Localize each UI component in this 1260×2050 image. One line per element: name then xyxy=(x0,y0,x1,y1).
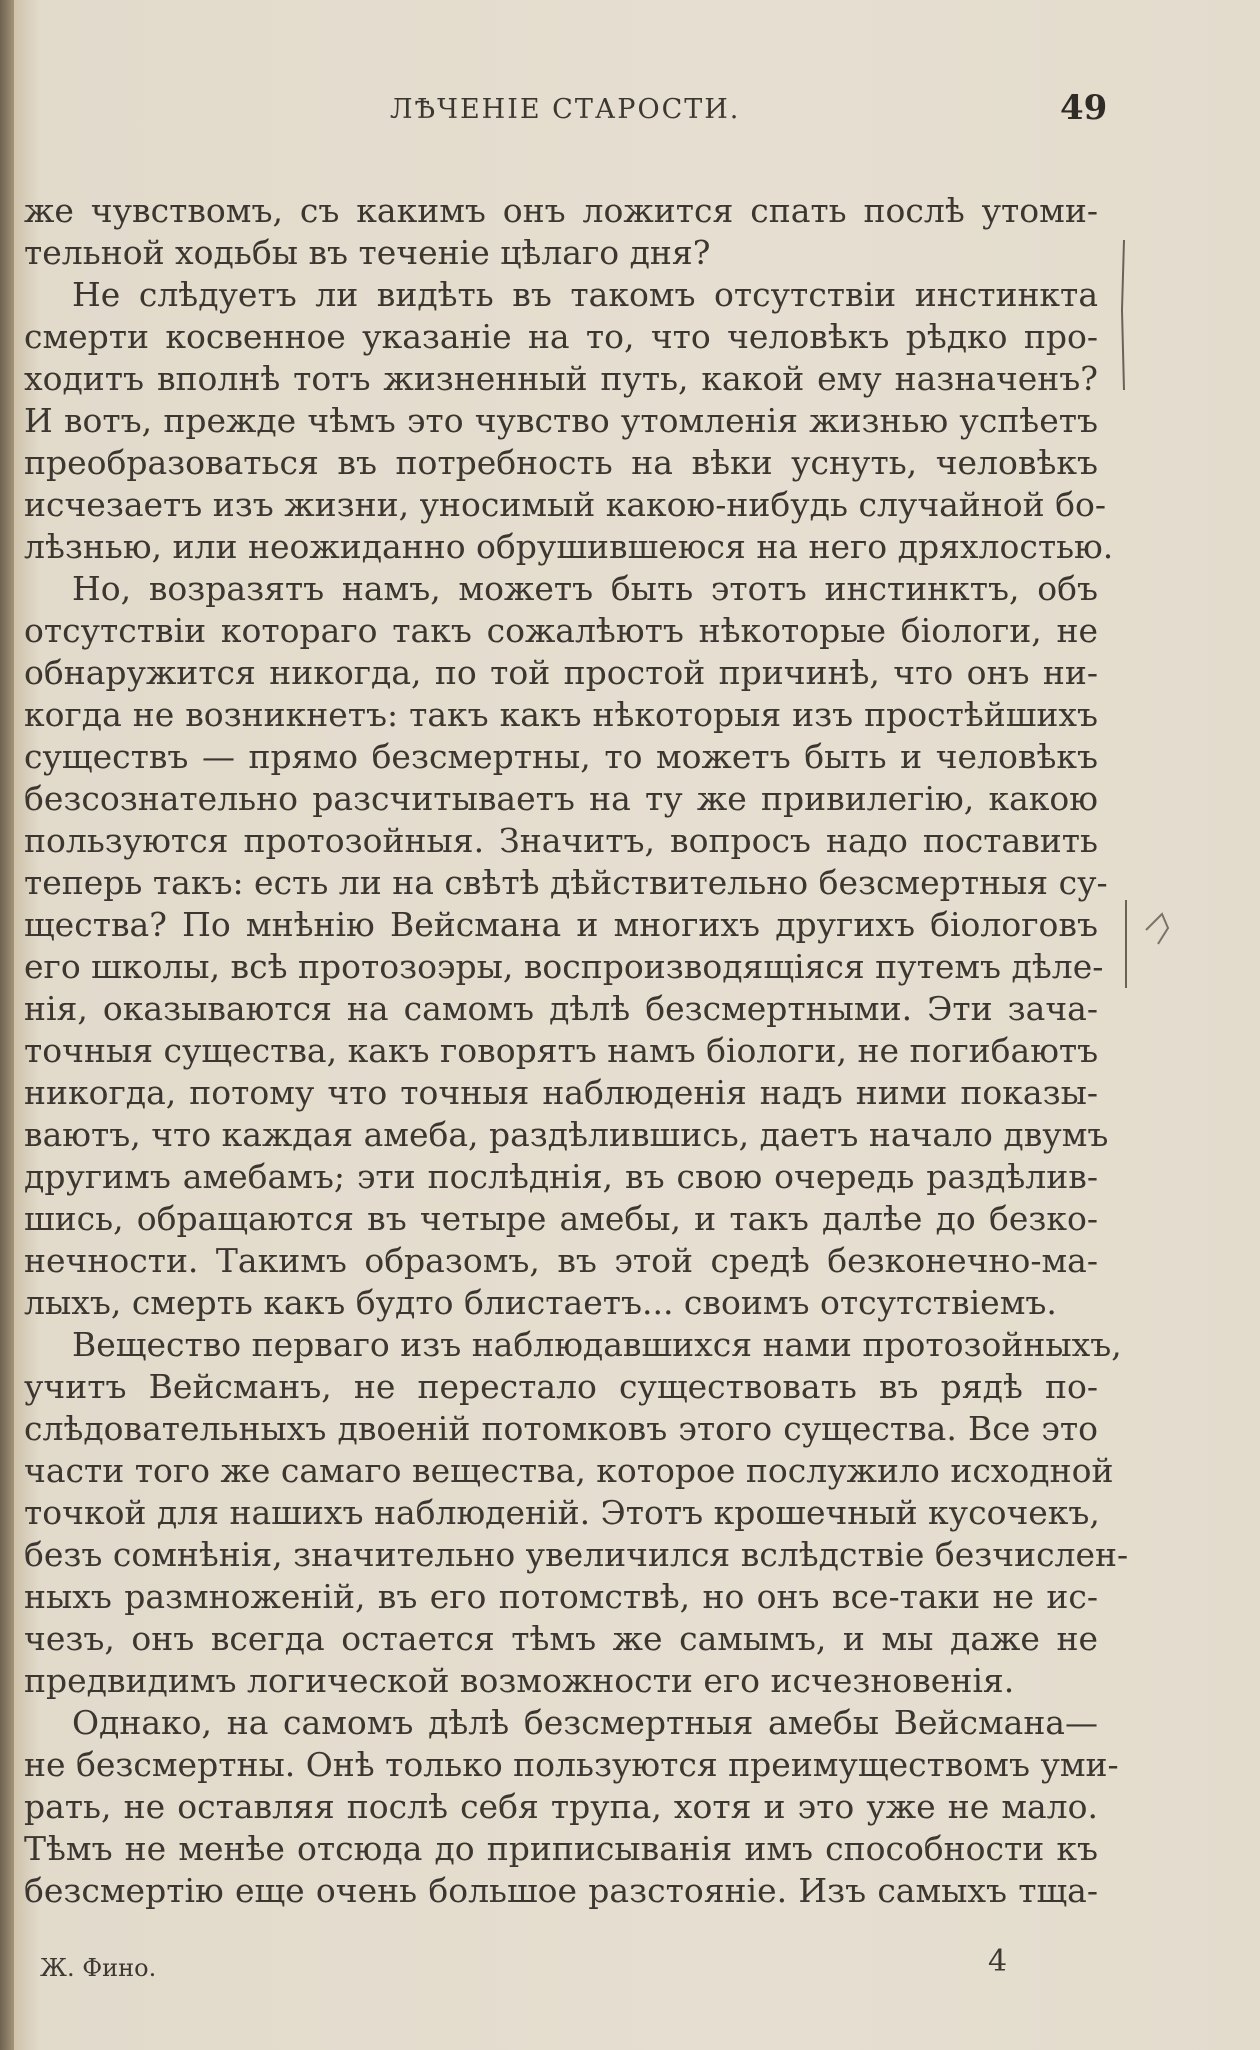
text-line: другимъ амебамъ; эти послѣднія, въ свою очередь раздѣлив- xyxy=(24,1157,1098,1196)
text-line: шись, обращаются въ четыре амебы, и такъ далѣе до безко- xyxy=(24,1199,1098,1238)
text-line: отсутствіи котораго такъ сожалѣютъ нѣкоторые біологи, не xyxy=(24,611,1098,650)
text-line: нечности. Такимъ образомъ, въ этой средѣ безконечно-ма- xyxy=(24,1241,1098,1280)
running-head: ЛѢЧЕНІЕ СТАРОСТИ. xyxy=(390,94,741,125)
text-line: слѣдовательныхъ двоеній потомковъ этого существа. Все это xyxy=(24,1409,1098,1448)
text-line: Тѣмъ не менѣе отсюда до приписыванія имъ способности къ xyxy=(24,1829,1098,1868)
text-line: никогда, потому что точныя наблюденія надъ ними показы- xyxy=(24,1073,1098,1112)
text-line: тельной ходьбы въ теченіе цѣлаго дня? xyxy=(24,233,711,272)
text-line: Вещество перваго изъ наблюдавшихся нами протозойныхъ, xyxy=(72,1325,1122,1364)
text-line: обнаружится никогда, по той простой причинѣ, что онъ ни- xyxy=(24,653,1098,692)
text-line: теперь такъ: есть ли на свѣтѣ дѣйствительно безсмертныя су- xyxy=(24,863,1108,902)
margin-pencil-mark xyxy=(1118,240,1128,390)
text-line: не безсмертны. Онѣ только пользуются преимуществомъ уми- xyxy=(24,1745,1119,1784)
text-line: точкой для нашихъ наблюденій. Этотъ крошечный кусочекъ, xyxy=(24,1493,1100,1532)
text-line: предвидимъ логической возможности его исчезновенія. xyxy=(24,1661,1015,1700)
text-line: Но, возразятъ намъ, можетъ быть этотъ инстинктъ, объ xyxy=(72,569,1098,608)
text-line: учитъ Вейсманъ, не перестало существовать въ рядѣ по- xyxy=(24,1367,1098,1406)
text-line: рать, не оставляя послѣ себя трупа, хотя и это уже не мало. xyxy=(24,1787,1098,1826)
text-line: ныхъ размноженій, въ его потомствѣ, но онъ все-таки не ис- xyxy=(24,1577,1098,1616)
text-line: чезъ, онъ всегда остается тѣмъ же самымъ, и мы даже не xyxy=(24,1619,1098,1658)
text-line: ваютъ, что каждая амеба, раздѣлившись, даетъ начало двумъ xyxy=(24,1115,1109,1154)
text-line: Однако, на самомъ дѣлѣ безсмертныя амебы Вейсмана— xyxy=(72,1703,1098,1742)
text-line: когда не возникнетъ: такъ какъ нѣкоторыя изъ простѣйшихъ xyxy=(24,695,1098,734)
footer-author: Ж. Фино. xyxy=(40,1954,157,1982)
margin-pencil-bracket xyxy=(1118,900,1178,990)
text-line: И вотъ, прежде чѣмъ это чувство утомленія жизнью успѣетъ xyxy=(24,401,1098,440)
text-line: исчезаетъ изъ жизни, уносимый какою-нибудь случайной бо- xyxy=(24,485,1107,524)
text-line: лыхъ, смерть какъ будто блистаетъ... своимъ отсутствіемъ. xyxy=(24,1283,1057,1322)
text-line: безсмертію еще очень большое разстояніе. Изъ самыхъ тща- xyxy=(24,1871,1098,1910)
text-line: существъ — прямо безсмертны, то можетъ быть и человѣкъ xyxy=(24,737,1098,776)
page-header xyxy=(0,88,1260,138)
text-line: нія, оказываются на самомъ дѣлѣ безсмертными. Эти зача- xyxy=(24,989,1098,1028)
text-line: преобразоваться въ потребность на вѣки уснуть, человѣкъ xyxy=(24,443,1098,482)
text-line: Не слѣдуетъ ли видѣть въ такомъ отсутствіи инстинкта xyxy=(72,275,1098,314)
text-line: безсознательно разсчитываетъ на ту же привилегію, какою xyxy=(24,779,1098,818)
text-line: точныя существа, какъ говорятъ намъ біологи, не погибаютъ xyxy=(24,1031,1099,1070)
footer-signature-mark: 4 xyxy=(988,1944,1008,1979)
page-number: 49 xyxy=(1060,88,1108,128)
text-line: смерти косвенное указаніе на то, что человѣкъ рѣдко про- xyxy=(24,317,1098,356)
text-line: щества? По мнѣнію Вейсмана и многихъ другихъ біологовъ xyxy=(24,905,1098,944)
text-line: части того же самаго вещества, которое послужило исходной xyxy=(24,1451,1114,1490)
text-line: ходитъ вполнѣ тотъ жизненный путь, какой ему назначенъ? xyxy=(24,359,1098,398)
text-line: лѣзнью, или неожиданно обрушившеюся на него дряхлостью. xyxy=(24,527,1114,566)
text-line: же чувствомъ, съ какимъ онъ ложится спать послѣ утоми- xyxy=(24,191,1098,230)
body-text xyxy=(24,190,1129,1912)
text-line: безъ сомнѣнія, значительно увеличился вслѣдствіе безчислен- xyxy=(24,1535,1129,1574)
text-line: пользуются протозойныя. Значитъ, вопросъ надо поставить xyxy=(24,821,1098,860)
text-line: его школы, всѣ протозоэры, воспроизводящіяся путемъ дѣле- xyxy=(24,947,1104,986)
book-spine-shadow xyxy=(0,0,14,2050)
